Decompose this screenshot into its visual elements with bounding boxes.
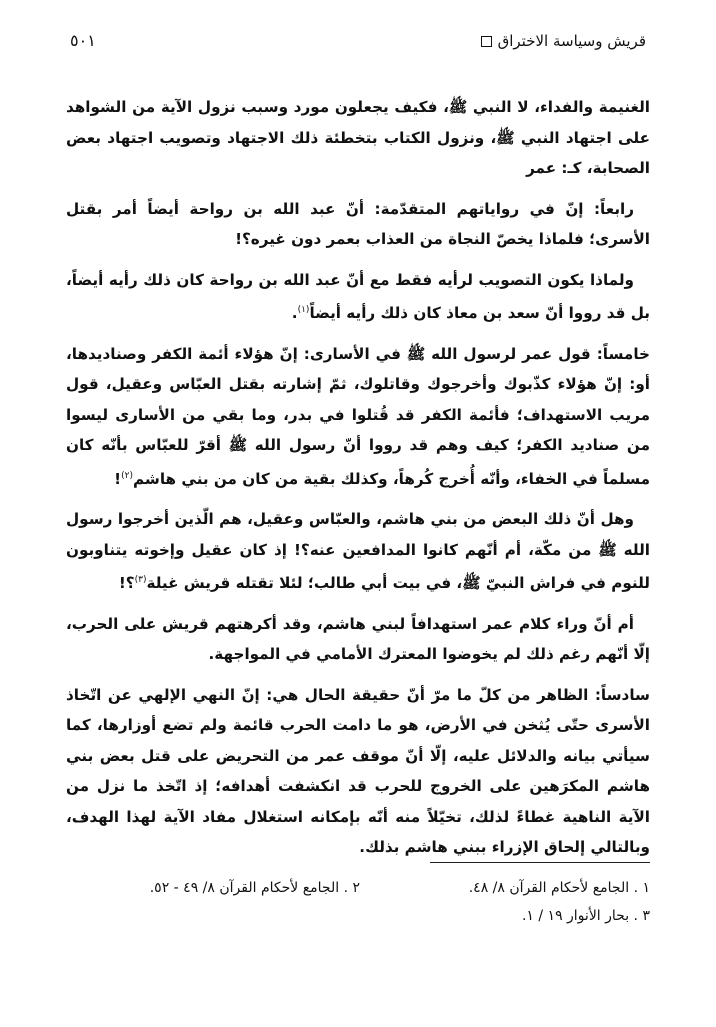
paragraph-text: الغنيمة والفداء، لا النبي ﷺ، فكيف يجعلون مورد وسبب نزول الآية من الشواهد على اجتهاد النبي ﷺ، ونزول الكتاب بتخطئة ذلك الاجتهاد وتصويب اجتهاد بعض الصحابة، كـ: عمر <box>66 98 650 177</box>
paragraph <box>66 265 650 329</box>
footnote-row <box>66 874 650 902</box>
paragraph-text: رابعاً: إنّ في رواياتهم المتقدّمة: أنّ عبد الله بن رواحة أيضاً أمر بقتل الأسرى؛ فلماذا يخصّ النجاة من العذاب بعمر دون غيره؟! <box>66 199 650 248</box>
footnote-marker: (٢) <box>121 470 133 481</box>
paragraph-end-punct: ! <box>114 469 122 488</box>
footnote-3: ٣ . بحار الأنوار ١٩ / ١. <box>521 908 650 924</box>
header-square-icon <box>481 36 492 47</box>
paragraph-text: سادساً: الظاهر من كلّ ما مرّ أنّ حقيقة الحال هي: إنّ النهي الإلهي عن اتّخاذ الأسرى حتّى يُثخن في الأرض، هو ما دامت الحرب قائمة ولم تضع أوزارها، كما سيأتي بيانه والدلائل عليه، إلّا أنّ موقف عمر من التحريض على قتل بعض بني هاشم المكرَهين على الخروج للحرب قد انكشفت أهدافه؛ إذ اتّخذ ما نزل من الآية الناهية غطاءً لذلك، تخيّلاً منه أنّه بإمكانه استغلال مفاد الآية لهذا الهدف، وبالتالي إلحاق الإزراء ببني هاشم بذلك. <box>66 685 650 857</box>
paragraph-text: خامساً: قول عمر لرسول الله ﷺ في الأسارى: إنّ هؤلاء أئمة الكفر وصناديدها، أو: إنّ هؤلاء كذّبوك وأخرجوك وقاتلوك، ثمّ إشارته بقتل العبّاس وعقيل، قول مريب الاستهداف؛ فأئمة الكفر قد قُتلوا في بدر، وما بقي من الأسارى ليسوا من صناديد الكفر؛ كيف وهم قد رووا أنّ رسول الله ﷺ أقرّ للعبّاس بأنّه كان مسلماً في الخفاء، وأنّه أُخرج كُرهاً، وكذلك بقية من كان من بني هاشم <box>66 344 650 488</box>
footnote-1: ١ . الجامع لأحكام القرآن ٨/ ٤٨. <box>468 880 650 896</box>
paragraph <box>66 339 650 495</box>
paragraph <box>66 194 650 255</box>
paragraph-text: أم أنّ وراء كلام عمر استهدافاً لبني هاشم، وقد أكرهتهم قريش على الحرب، إلّا أنّهم رغم ذلك لم يخوضوا المعترك الأمامي في المواجهة. <box>66 614 650 664</box>
footnote-row <box>66 902 650 930</box>
paragraph-text: وهل أنّ ذلك البعض من بني هاشم، والعبّاس وعقيل، هم الّذين أخرجوا رسول الله ﷺ من مكّة، أم أنّهم كانوا المدافعين عنه؟! إذ كان عقيل وإخوته يتناوبون للنوم في فراش النبيّ ﷺ، في بيت أبي طالب؛ لئلا تقتله قريش غيلة <box>66 510 650 593</box>
paragraph <box>66 680 650 863</box>
paragraph-end-punct: . <box>291 304 298 323</box>
paragraph <box>66 504 650 599</box>
footnotes <box>66 874 650 930</box>
running-header <box>70 28 646 54</box>
header-title <box>475 28 646 54</box>
paragraph-text: ولماذا يكون التصويب لرأيه فقط مع أنّ عبد الله بن رواحة كان ذلك رأيه أيضاً، بل قد رووا أنّ سعد بن معاذ كان ذلك رأيه أيضاً <box>66 270 650 323</box>
paragraph <box>66 92 650 184</box>
footnote-marker: (٣) <box>134 575 147 586</box>
paragraph <box>66 609 650 670</box>
footnote-2: ٢ . الجامع لأحكام القرآن ٨/ ٤٩ - ٥٢. <box>149 880 360 896</box>
header-title-text: قريش وسياسة الاختراق <box>497 32 646 50</box>
footnote-marker: (١) <box>297 305 310 315</box>
paragraph-end-punct: ؟! <box>118 574 135 593</box>
main-text <box>66 92 650 873</box>
footnote-divider <box>430 862 650 863</box>
page-number: ٥٠١ <box>70 31 96 50</box>
